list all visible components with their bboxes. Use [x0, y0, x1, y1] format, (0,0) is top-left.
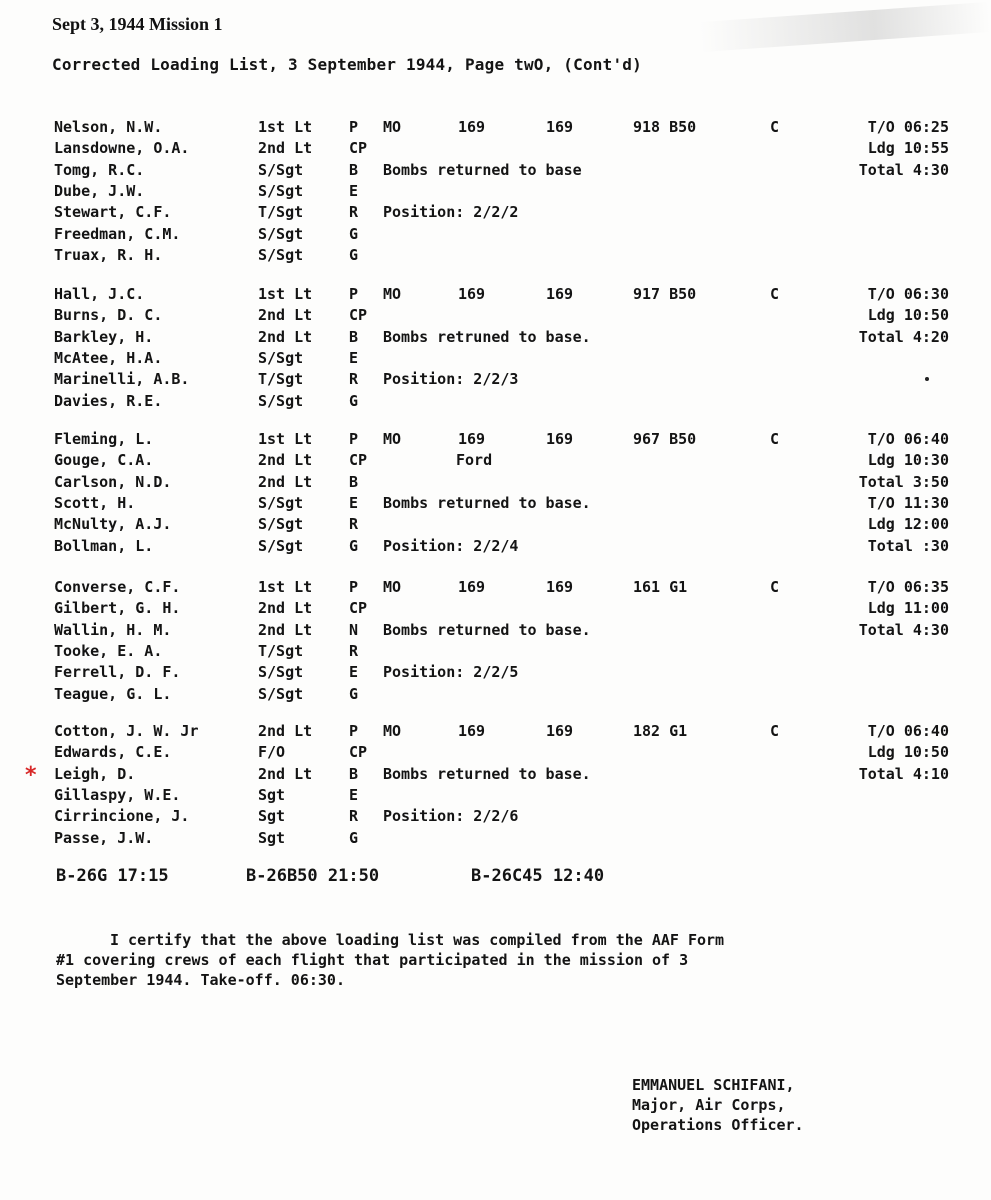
crew-time: T/O 06:30 — [867, 285, 949, 303]
crew-row — [0, 370, 991, 391]
crew-name: Nelson, N.W. — [54, 118, 163, 136]
crew-rank: S/Sgt — [258, 684, 304, 703]
crew-rank: 2nd Lt — [258, 306, 313, 325]
crew-row — [0, 621, 991, 642]
crew-pos: R — [349, 515, 359, 534]
crew-num1: 169 — [458, 118, 486, 136]
crew-rank: S/Sgt — [258, 245, 304, 264]
crew-row — [0, 685, 991, 706]
signature-name: EMMANUEL SCHIFANI, — [632, 1076, 795, 1094]
aircraft-time-1: B-26G 17:15 — [56, 866, 169, 886]
crew-row — [0, 451, 991, 472]
crew-note: Bombs retruned to base. — [383, 327, 591, 346]
crew-rank: 2nd Lt — [258, 327, 313, 346]
crew-row — [0, 328, 991, 349]
crew-rank: 2nd Lt — [258, 764, 313, 783]
crew-name: Leigh, D. — [54, 764, 136, 783]
crew-pos: G — [349, 224, 359, 243]
crew-pos: B — [349, 472, 359, 491]
crew-note: Position: 2/2/3 — [383, 370, 519, 389]
crew-rank: T/Sgt — [258, 641, 304, 660]
crew-row — [0, 182, 991, 203]
crew-rank: T/Sgt — [258, 370, 304, 389]
crew-row — [0, 807, 991, 828]
crew-rank: T/Sgt — [258, 203, 304, 222]
crew-row — [0, 118, 991, 139]
crew-name: Passe, J.W. — [54, 828, 154, 847]
crew-name: Gillaspy, W.E. — [54, 785, 181, 804]
crew-name: Fleming, L. — [54, 430, 154, 448]
crew-rank: S/Sgt — [258, 536, 304, 555]
crew-ship: 967 B50 — [633, 430, 697, 448]
document-title: Corrected Loading List, 3 September 1944, Page twO, (Cont'd) — [52, 55, 642, 74]
crew-name: Stewart, C.F. — [54, 203, 172, 222]
crew-rank: 1st Lt — [258, 118, 313, 136]
crew-pos: P — [349, 430, 359, 448]
crew-row — [0, 306, 991, 327]
crew-pos: CP — [349, 743, 368, 762]
aircraft-time-2: B-26B50 21:50 — [246, 866, 380, 886]
crew-time: Total 3:50 — [858, 472, 949, 491]
signature-title: Operations Officer. — [632, 1116, 804, 1134]
crew-rank: Sgt — [258, 807, 286, 826]
certification-paragraph — [56, 930, 976, 990]
crew-time: Ldg 10:50 — [867, 743, 949, 762]
crew-ship: 161 G1 — [633, 578, 688, 596]
crew-pos: G — [349, 684, 359, 703]
crew-rank: F/O — [258, 743, 286, 762]
crew-col1: MO — [383, 118, 402, 136]
crew-pos: R — [349, 370, 359, 389]
crew-row — [0, 203, 991, 224]
crew-name: Cotton, J. W. Jr — [54, 722, 199, 740]
crew-pos: CP — [349, 139, 368, 158]
crew-name: McNulty, A.J. — [54, 515, 172, 534]
crew-ship: 182 G1 — [633, 722, 688, 740]
crew-time: Ldg 10:30 — [867, 451, 949, 470]
crew-pos: N — [349, 620, 359, 639]
crew-name: Lansdowne, O.A. — [54, 139, 190, 158]
crew-time: Ldg 10:55 — [867, 139, 949, 158]
crew-rank: S/Sgt — [258, 663, 304, 682]
crew-rank: S/Sgt — [258, 160, 304, 179]
crew-name: Davies, R.E. — [54, 391, 163, 410]
aircraft-time-3: B-26C45 12:40 — [471, 866, 605, 886]
crew-row — [0, 722, 991, 743]
crew-status: C — [770, 285, 780, 303]
crew-pos: P — [349, 118, 359, 136]
stray-mark — [925, 377, 929, 381]
crew-pos: E — [349, 493, 359, 512]
crew-time: Total 4:30 — [858, 160, 949, 179]
crew-time: T/O 06:35 — [867, 578, 949, 596]
crew-name: Dube, J.W. — [54, 181, 145, 200]
crew-row — [0, 578, 991, 599]
crew-name: Burns, D. C. — [54, 306, 163, 325]
crew-row — [0, 762, 991, 788]
crew-row — [0, 786, 991, 807]
crew-rank: S/Sgt — [258, 493, 304, 512]
crew-name: Carlson, N.D. — [54, 472, 172, 491]
crew-rank: Sgt — [258, 785, 286, 804]
crew-time: Ldg 11:00 — [867, 599, 949, 618]
crew-row — [0, 285, 991, 306]
crew-name: Bollman, L. — [54, 536, 154, 555]
crew-row — [0, 473, 991, 494]
crew-time: Total 4:20 — [858, 327, 949, 346]
crew-row — [0, 599, 991, 620]
crew-status: C — [770, 578, 780, 596]
crew-pos: G — [349, 245, 359, 264]
crew-row — [0, 225, 991, 246]
crew-num2: 169 — [546, 578, 574, 596]
crew-name: Wallin, H. M. — [54, 620, 172, 639]
crew-num1: 169 — [458, 285, 486, 303]
header-note: Sept 3, 1944 Mission 1 — [52, 14, 223, 34]
crew-pos: R — [349, 203, 359, 222]
crew-time: T/O 11:30 — [867, 493, 949, 512]
crew-rank: 1st Lt — [258, 578, 313, 596]
crew-note: Bombs returned to base. — [383, 620, 591, 639]
crew-name: Gilbert, G. H. — [54, 599, 181, 618]
crew-note: Bombs returned to base. — [383, 493, 591, 512]
crew-col1: MO — [383, 285, 402, 303]
crew-name: Converse, C.F. — [54, 578, 181, 596]
crew-pos: B — [349, 764, 359, 783]
crew-row — [0, 349, 991, 370]
crew-time: Total :30 — [867, 536, 949, 555]
crew-rank: 2nd Lt — [258, 451, 313, 470]
crew-name: Truax, R. H. — [54, 245, 163, 264]
crew-rank: S/Sgt — [258, 515, 304, 534]
signature-block — [632, 1075, 804, 1135]
crew-row — [0, 246, 991, 267]
crew-pos: E — [349, 348, 359, 367]
crew-row — [0, 743, 991, 764]
crew-time: T/O 06:25 — [867, 118, 949, 136]
crew-col1: MO — [383, 430, 402, 448]
crew-rank: 2nd Lt — [258, 472, 313, 491]
crew-num2: 169 — [546, 722, 574, 740]
crew-note: Position: 2/2/2 — [383, 203, 519, 222]
crew-rank: Sgt — [258, 828, 286, 847]
crew-rank: S/Sgt — [258, 181, 304, 200]
crew-num2: 169 — [546, 285, 574, 303]
crew-name: McAtee, H.A. — [54, 348, 163, 367]
crew-status: C — [770, 118, 780, 136]
crew-pos: G — [349, 828, 359, 847]
crew-rank: 1st Lt — [258, 430, 313, 448]
crew-row — [0, 642, 991, 663]
crew-row — [0, 537, 991, 558]
crew-name: Hall, J.C. — [54, 285, 145, 303]
crew-time: Total 4:10 — [858, 764, 949, 783]
crew-row — [0, 515, 991, 536]
crew-rank: S/Sgt — [258, 224, 304, 243]
crew-rank: 2nd Lt — [258, 139, 313, 158]
crew-pos: B — [349, 160, 359, 179]
crew-pos: CP — [349, 306, 368, 325]
crew-rank: S/Sgt — [258, 391, 304, 410]
crew-time: Ldg 10:50 — [867, 306, 949, 325]
crew-col1: MO — [383, 578, 402, 596]
crew-pos: CP — [349, 451, 368, 470]
crew-row — [0, 663, 991, 684]
crew-rank: 1st Lt — [258, 285, 313, 303]
crew-ship: 917 B50 — [633, 285, 697, 303]
crew-name: Tooke, E. A. — [54, 641, 163, 660]
crew-row — [0, 161, 991, 182]
crew-note: Bombs returned to base. — [383, 764, 591, 783]
crew-pos: E — [349, 181, 359, 200]
crew-name: Ferrell, D. F. — [54, 663, 181, 682]
crew-row — [0, 139, 991, 160]
paper-smudge — [699, 2, 990, 52]
crew-row — [0, 494, 991, 515]
certification-line: #1 covering crews of each flight that participated in the mission of 3 — [56, 951, 689, 969]
crew-name: Gouge, C.A. — [54, 451, 154, 470]
crew-name: Barkley, H. — [54, 327, 154, 346]
signature-rank: Major, Air Corps, — [632, 1096, 786, 1114]
crew-name: Cirrincione, J. — [54, 807, 190, 826]
crew-note: Position: 2/2/6 — [383, 807, 519, 826]
crew-rank: S/Sgt — [258, 348, 304, 367]
crew-pos: E — [349, 663, 359, 682]
crew-status: C — [770, 722, 780, 740]
crew-num1: 169 — [458, 578, 486, 596]
crew-status: C — [770, 430, 780, 448]
crew-note: Bombs returned to base — [383, 160, 582, 179]
crew-num1: 169 — [458, 722, 486, 740]
crew-pos: G — [349, 391, 359, 410]
crew-num2: 169 — [546, 430, 574, 448]
crew-pos: B — [349, 327, 359, 346]
crew-num1: 169 — [458, 430, 486, 448]
crew-pos: P — [349, 285, 359, 303]
crew-name: Edwards, C.E. — [54, 743, 172, 762]
crew-note: Position: 2/2/5 — [383, 663, 519, 682]
crew-row — [0, 829, 991, 850]
crew-time: T/O 06:40 — [867, 722, 949, 740]
crew-pos: P — [349, 578, 359, 596]
crew-pos: CP — [349, 599, 368, 618]
crew-ship: 918 B50 — [633, 118, 697, 136]
crew-pos: G — [349, 536, 359, 555]
crew-rank: 2nd Lt — [258, 620, 313, 639]
crew-time: Ldg 12:00 — [867, 515, 949, 534]
crew-row — [0, 430, 991, 451]
crew-row — [0, 392, 991, 413]
crew-time: T/O 06:40 — [867, 430, 949, 448]
crew-pos: R — [349, 641, 359, 660]
asterisk-mark: * — [25, 762, 37, 788]
crew-name: Tomg, R.C. — [54, 160, 145, 179]
crew-pos: R — [349, 807, 359, 826]
crew-pos: P — [349, 722, 359, 740]
crew-name: Freedman, C.M. — [54, 224, 181, 243]
crew-note2: Ford — [456, 451, 493, 470]
certification-line: September 1944. Take-off. 06:30. — [56, 971, 345, 989]
crew-pos: E — [349, 785, 359, 804]
crew-name: Scott, H. — [54, 493, 136, 512]
crew-note: Position: 2/2/4 — [383, 536, 519, 555]
crew-name: Marinelli, A.B. — [54, 370, 190, 389]
crew-num2: 169 — [546, 118, 574, 136]
crew-rank: 2nd Lt — [258, 599, 313, 618]
crew-time: Total 4:30 — [858, 620, 949, 639]
certification-line: I certify that the above loading list was compiled from the AAF Form — [110, 931, 725, 949]
crew-rank: 2nd Lt — [258, 722, 313, 740]
crew-col1: MO — [383, 722, 402, 740]
crew-name: Teague, G. L. — [54, 684, 172, 703]
